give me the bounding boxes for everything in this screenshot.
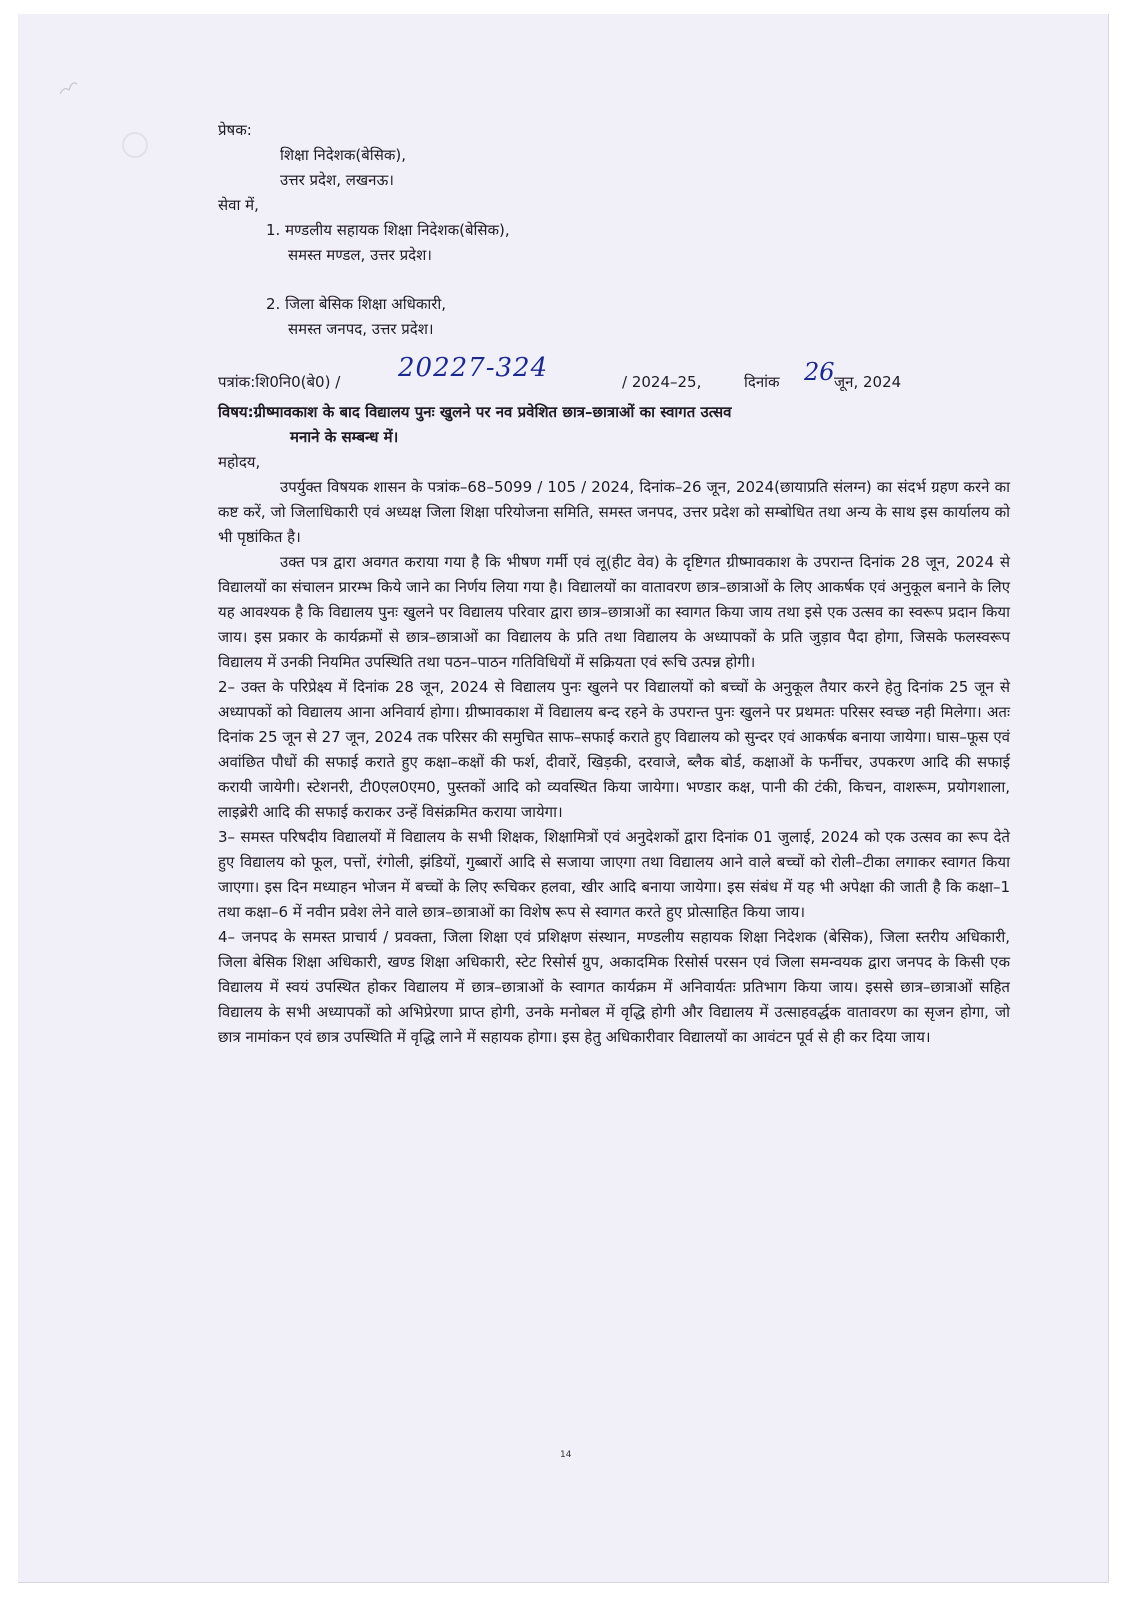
handwritten-date-day: 26 (804, 358, 835, 386)
date-month-year: जून, 2024 (834, 373, 902, 391)
paragraph-point-4: 4– जनपद के समस्त प्राचार्य / प्रवक्ता, जिला शिक्षा एवं प्रशिक्षण संस्थान, मण्डलीय सहायक शिक्षा निदेशक (बेसिक), जिला स्तरीय अधिकारी, जिला बेसिक शिक्षा अधिकारी, खण्ड शिक्षा अधिकारी, स्टेट रिसोर्स ग्रुप, अकादमिक रिसोर्स परसन एवं जिला समन्वयक द्वारा जनपद के किसी एक विद्यालय में स्वयं उपस्थित होकर विद्यालय में छात्र–छात्राओं के स्वागत कार्यक्रम में अनिवार्यतः प्रतिभाग किया जाय। इससे छात्र–छात्राओं सहित विद्यालय के सभी अध्यापकों को अभिप्रेरणा प्राप्त होगी, उनके मनोबल में वृद्धि होगी और विद्यालय में उत्साहवर्द्धक वातावरण का सृजन होगा, जो छात्र नामांकन एवं छात्र उपस्थिति में वृद्धि लाने में सहायक होगा। इस हेतु अधिकारीवार विद्यालयों का आवंटन पूर्व से ही कर दिया जाय। (218, 928, 1010, 1046)
paragraph-point-3: 3– समस्त परिषदीय विद्यालयों में विद्यालय के सभी शिक्षक, शिक्षामित्रों एवं अनुदेशकों द्वारा दिनांक 01 जुलाई, 2024 को एक उत्सव का रूप देते हुए विद्यालय को फूल, पत्तों, रंगोली, झंडियों, गुब्बारों आदि से सजाया जाएगा तथा विद्यालय आने वाले बच्चों को रोली–टीका लगाकर स्वागत किया जाएगा। इस दिन मध्याहन भोजन में बच्चों के लिए रूचिकर हलवा, खीर आदि बनाया जायेगा। इस संबंध में यह भी अपेक्षा की जाती है कि कक्षा–1 तथा कक्षा–6 में नवीन प्रवेश लेने वाले छात्र–छात्राओं का विशेष रूप से स्वागत करते हुए प्रोत्साहित किया जाय। (218, 828, 1010, 921)
paragraph-context: उक्त पत्र द्वारा अवगत कराया गया है कि भीषण गर्मी एवं लू(हीट वेव) के दृष्टिगत ग्रीष्मावकाश के उपरान्त दिनांक 28 जून, 2024 से विद्यालयों का संचालन प्रारम्भ किये जाने का निर्णय लिया गया है। विद्यालयों का वातावरण छात्र–छात्राओं के लिए आकर्षक एवं अनुकूल बनाने के लिए यह आवश्यक है कि विद्यालय पुनः खुलने पर विद्यालय परिवार द्वारा छात्र–छात्राओं का स्वागत किया जाय तथा इसे एक उत्सव का स्वरूप प्रदान किया जाय। इस प्रकार के कार्यक्रमों से छात्र–छात्राओं का विद्यालय के प्रति तथा विद्यालय के अध्यापकों के प्रति जुड़ाव पैदा होगा, जिसके फलस्वरूप विद्यालय में उनकी नियमित उपस्थिति तथा पठन–पाठन गतिविधियों में सक्रियता एवं रूचि उत्पन्न होगी। (218, 553, 1010, 671)
sender-label: प्रेषक: (218, 121, 252, 139)
sender-line-2: उत्तर प्रदेश, लखनऊ। (280, 171, 394, 189)
paragraph-reference: उपर्युक्त विषयक शासन के पत्रांक–68–5099 / 105 / 2024, दिनांक–26 जून, 2024(छायाप्रति संलग्न) का संदर्भ ग्रहण करने का कष्ट करें, जो जिलाधिकारी एवं अध्यक्ष जिला शिक्षा परियोजना समिति, समस्त जनपद, उत्तर प्रदेश को सम्बोधित तथा अन्य के साथ इस कार्यालय को भी पृष्ठांकित है। (218, 478, 1010, 546)
page-number: 14 (560, 1450, 572, 1460)
scan-speck-mark (56, 74, 86, 100)
paragraph-point-2: 2– उक्त के परिप्रेक्ष्य में दिनांक 28 जून, 2024 से विद्यालय पुनः खुलने पर विद्यालयों को बच्चों के अनुकूल तैयार करने हेतु दिनांक 25 जून से अध्यापकों को विद्यालय आना अनिवार्य होगा। ग्रीष्मावकाश में विद्यालय बन्द रहने के उपरान्त पुनः खुलने पर प्रथमतः परिसर स्वच्छ नही मिलेगा। अतः दिनांक 25 जून से 27 जून, 2024 तक परिसर की समुचित साफ–सफाई कराते हुए विद्यालय को सुन्दर एवं आकर्षक बनाया जायेगा। घास–फूस एवं अवांछित पौधों की सफाई कराते हुए कक्षा–कक्षों की फर्श, दीवारें, खिड़की, दरवाजे, ब्लैक बोर्ड, कक्षाओं के फर्नीचर, उपकरण आदि की सफाई करायी जायेगी। स्टेशनरी, टी0एल0एम0, पुस्तकों आदि को व्यवस्थित किया जायेगा। भण्डार कक्ष, पानी की टंकी, किचन, वाशरूम, प्रयोगशाला, लाइब्रेरी आदि की सफाई कराकर उन्हें विसंक्रमित कराया जायेगा। (218, 678, 1010, 821)
salutation: महोदय, (218, 453, 261, 471)
punch-hole-mark (122, 132, 148, 158)
date-label: दिनांक (744, 373, 780, 391)
recipient-1-line-2: समस्त मण्डल, उत्तर प्रदेश। (288, 246, 432, 264)
subject-line-2: मनाने के सम्बन्ध में। (290, 428, 399, 446)
recipient-2-line-2: समस्त जनपद, उत्तर प्रदेश। (288, 320, 434, 338)
reference-year: / 2024–25, (622, 373, 702, 391)
recipient-1-line-1: 1. मण्डलीय सहायक शिक्षा निदेशक(बेसिक), (266, 221, 510, 239)
to-label: सेवा में, (218, 196, 259, 214)
sender-line-1: शिक्षा निदेशक(बेसिक), (280, 146, 406, 164)
reference-label: पत्रांक:शि0नि0(बे0) / (218, 373, 341, 391)
handwritten-letter-number: 20227-324 (398, 353, 549, 383)
recipient-2-line-1: 2. जिला बेसिक शिक्षा अधिकारी, (266, 295, 447, 313)
reference-line (218, 353, 1010, 400)
letter-body (218, 118, 1010, 1050)
subject-line-1: विषय:ग्रीष्मावकाश के बाद विद्यालय पुनः खुलने पर नव प्रवेशित छात्र–छात्राओं का स्वागत उत्सव (218, 403, 732, 421)
